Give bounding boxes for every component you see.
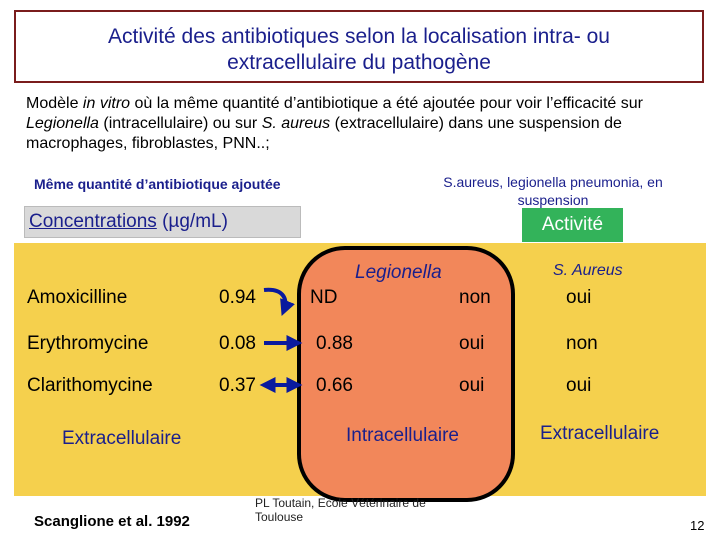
intracellulaire-label: Intracellulaire	[346, 425, 459, 446]
description-italic-saureus: S. aureus	[261, 115, 331, 132]
extracellular-concentration: 0.08	[219, 333, 256, 354]
drug-name: Erythromycine	[27, 333, 149, 354]
same-quantity-label: Même quantité d’antibiotique ajoutée	[34, 176, 281, 192]
intracellular-concentration: ND	[310, 287, 338, 308]
extracellulaire-label-left: Extracellulaire	[62, 428, 182, 449]
author-credit	[255, 496, 426, 524]
description-text-4: (extracellulaire) dans une suspension de macrophages, fibroblastes, PNN..;	[26, 115, 622, 152]
legionella-activity: oui	[459, 375, 485, 396]
saureus-activity: non	[566, 333, 598, 354]
intracellular-concentration: 0.66	[316, 375, 353, 396]
legionella-activity: oui	[459, 333, 485, 354]
suspension-label: S.aureus, legionella pneumonia, en suspension	[443, 174, 663, 208]
page-number: 12	[690, 518, 705, 533]
slide-title	[14, 10, 704, 83]
curved-arrow-icon	[264, 290, 285, 310]
description-text-1: Modèle	[26, 95, 83, 112]
description-italic-legionella: Legionella	[26, 115, 99, 132]
slide-title-line-2: extracellulaire du pathogène	[227, 51, 491, 74]
slide-title-line-1: Activité des antibiotiques selon la localisation intra- ou	[108, 25, 610, 48]
arrows-group	[258, 280, 306, 402]
description-italic-invitro: in vitro	[82, 95, 131, 112]
author-credit-line-1: PL Toutain, Ecole Vétérinaire de	[255, 496, 426, 510]
extracellular-concentration: 0.94	[219, 287, 256, 308]
activite-badge: Activité	[522, 208, 623, 242]
concentrations-label: Concentrations	[29, 211, 157, 232]
concentrations-header	[24, 206, 301, 238]
extracellulaire-label-right: Extracellulaire	[540, 423, 660, 444]
author-credit-line-2: Toulouse	[255, 510, 304, 524]
intracellular-region	[297, 246, 515, 502]
concentrations-unit: (µg/mL)	[156, 211, 228, 232]
description-paragraph	[26, 94, 706, 154]
legionella-activity: non	[459, 287, 491, 308]
intracellular-concentration: 0.88	[316, 333, 353, 354]
drug-name: Clarithomycine	[27, 375, 153, 396]
saureus-activity: oui	[566, 375, 592, 396]
drug-name: Amoxicilline	[27, 287, 128, 308]
reference-citation: Scanglione et al. 1992	[34, 513, 190, 530]
legionella-header: Legionella	[355, 262, 442, 283]
extracellular-concentration: 0.37	[219, 375, 256, 396]
saureus-activity: oui	[566, 287, 592, 308]
description-text-2: où la même quantité d’antibiotique a été ajoutée pour voir l’efficacité sur	[130, 95, 643, 112]
description-text-3: (intracellulaire) ou sur	[98, 115, 262, 132]
saureus-header: S. Aureus	[553, 262, 623, 279]
